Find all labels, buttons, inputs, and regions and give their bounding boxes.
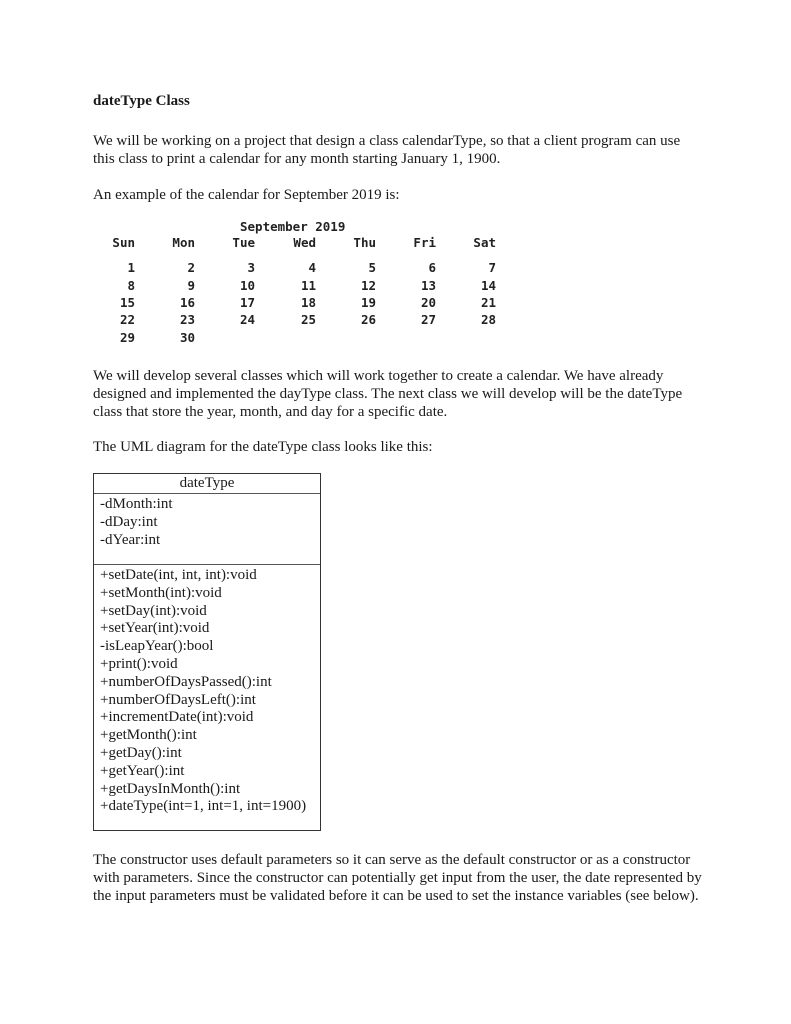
calendar-date-cell: 2	[187, 260, 195, 275]
calendar-date-cell: 22	[119, 312, 135, 327]
calendar-title: September 2019	[240, 219, 346, 234]
calendar-date-cell: 21	[480, 295, 496, 310]
calendar-date-cell: 11	[300, 278, 316, 293]
uml-attribute: -dMonth:int	[100, 496, 173, 512]
classes-paragraph: We will develop several classes which will work together to create a calendar. We have already designed and implemented the dayType class. The next class we will develop will be the dateType class that store the year, month, and day for a specific date.	[93, 368, 683, 420]
calendar-date-cell: 3	[247, 260, 255, 275]
uml-diagram	[93, 473, 321, 831]
calendar-date-cell: 24	[239, 312, 255, 327]
calendar-date-cell: 17	[239, 295, 255, 310]
calendar-date-cell: 19	[360, 295, 376, 310]
calendar-date-cell: 20	[420, 295, 436, 310]
calendar-day-header: Mon	[172, 235, 195, 250]
uml-attribute: -dDay:int	[100, 513, 158, 530]
uml-attribute: -dYear:int	[100, 531, 161, 548]
calendar-date-cell: 13	[420, 278, 436, 293]
uml-method: +setDay(int):void	[100, 602, 207, 619]
calendar-date-cell: 5	[368, 260, 376, 275]
uml-method: +numberOfDaysPassed():int	[100, 673, 272, 690]
calendar-date-cell: 18	[300, 295, 316, 310]
uml-caption: The UML diagram for the dateType class looks like this:	[93, 439, 433, 455]
uml-method: +getDaysInMonth():int	[100, 780, 241, 797]
example-caption: An example of the calendar for September 2019 is:	[93, 187, 400, 203]
uml-method: +numberOfDaysLeft():int	[100, 691, 256, 708]
calendar-date-cell: 10	[239, 278, 255, 293]
calendar-date-cell: 4	[308, 260, 316, 275]
calendar-date-cell: 7	[488, 260, 496, 275]
calendar-day-header: Sun	[112, 235, 135, 250]
calendar-date-cell: 14	[480, 278, 496, 293]
uml-method: +dateType(int=1, int=1, int=1900)	[100, 798, 307, 815]
calendar-date-cell: 23	[179, 312, 195, 327]
uml-method: +setDate(int, int, int):void	[100, 567, 257, 583]
calendar-day-header: Fri	[413, 235, 436, 250]
uml-methods	[94, 565, 320, 816]
calendar-day-header: Tue	[232, 235, 255, 250]
calendar-date-cell: 6	[428, 260, 436, 275]
uml-method: +getMonth():int	[100, 727, 197, 744]
calendar-day-header: Sat	[473, 235, 496, 250]
calendar-date-cell: 9	[187, 278, 195, 293]
calendar-date-cell: 26	[360, 312, 376, 327]
calendar-date-cell: 30	[179, 330, 195, 345]
calendar-day-header: Wed	[293, 235, 316, 250]
calendar-day-header: Thu	[353, 235, 376, 250]
calendar-date-cell: 25	[300, 312, 316, 327]
uml-method: -isLeapYear():bool	[100, 638, 214, 655]
constructor-paragraph: The constructor uses default parameters so it can serve as the default constructor or as a constructor with parameters. Since the constructor can potentially get input from the user, the date represented by the input parameters must be validated before it can be used to set the instance variables (see below).	[93, 852, 702, 904]
uml-method: +getDay():int	[100, 744, 182, 761]
uml-method: +setYear(int):void	[100, 620, 210, 637]
intro-paragraph: We will be working on a project that design a class calendarType, so that a client program can use this class to print a calendar for any month starting January 1, 1900.	[93, 133, 681, 167]
calendar-date-cell: 8	[127, 278, 135, 293]
uml-method: +getYear():int	[100, 762, 185, 779]
calendar-date-cell: 1	[127, 260, 135, 275]
uml-method: +print():void	[100, 655, 178, 672]
uml-method: +incrementDate(int):void	[100, 709, 254, 726]
uml-method: +setMonth(int):void	[100, 584, 222, 601]
uml-attributes	[94, 494, 320, 565]
calendar-date-cell: 16	[179, 295, 195, 310]
calendar-date-cell: 12	[360, 278, 376, 293]
calendar-date-cell: 27	[420, 312, 436, 327]
document-title: dateType Class	[93, 93, 190, 109]
calendar-date-cell: 28	[480, 312, 496, 327]
calendar-date-cell: 15	[119, 295, 135, 310]
calendar-date-cell: 29	[119, 330, 135, 345]
uml-class-name: dateType	[94, 474, 320, 494]
